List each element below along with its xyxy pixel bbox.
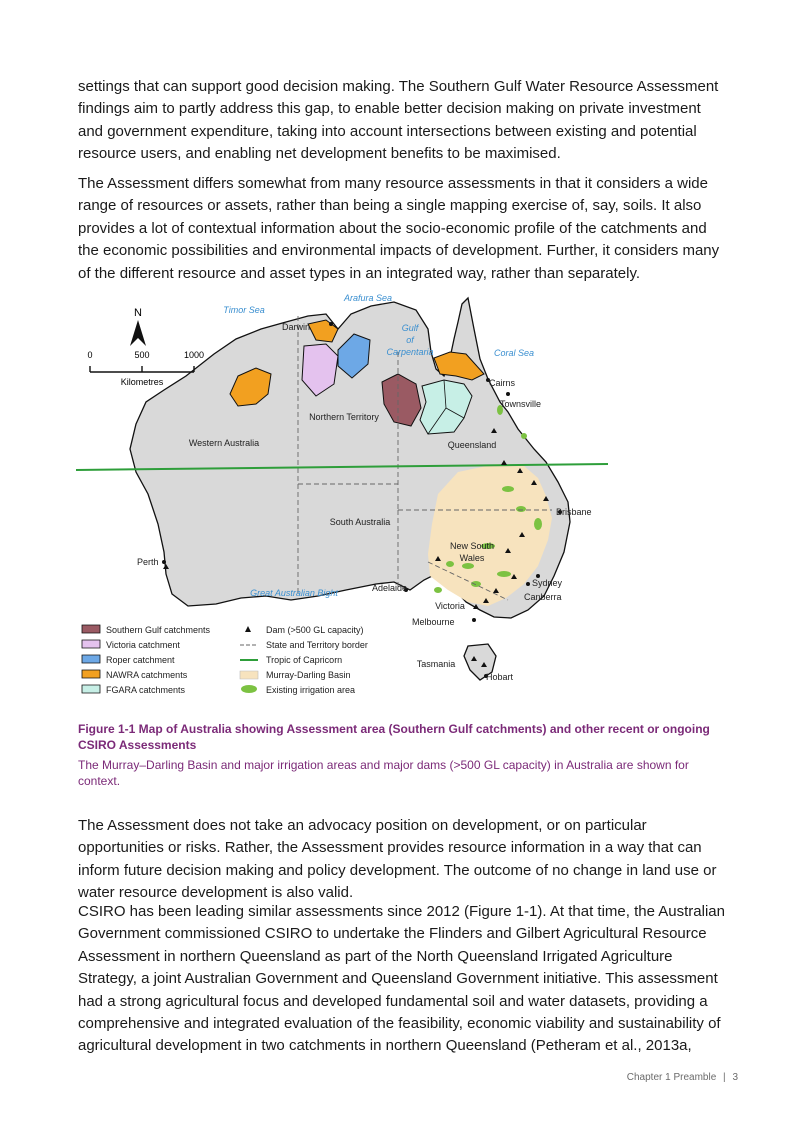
legend-nawra: NAWRA catchments [106, 670, 188, 680]
legend-swatch-southern-gulf [82, 625, 100, 633]
label-canberra: Canberra [524, 592, 562, 602]
label-south-australia: South Australia [329, 517, 391, 527]
label-coral-sea: Coral Sea [493, 348, 535, 358]
legend-swatch-nawra [82, 670, 100, 678]
legend-dam-icon [245, 626, 251, 632]
label-hobart: Hobart [486, 672, 514, 682]
footer-section: Chapter 1 Preamble [626, 1072, 717, 1083]
figure-caption-title: Figure 1-1 Map of Australia showing Assessment area (Southern Gulf catchments) and other recent or ongoing CSIRO Assessments [78, 722, 710, 752]
body-paragraph-3: The Assessment does not take an advocacy position on development, or on particular opportunities or risks. Rather, the Assessment provides resource information in a way that can inform future decision making and policy development. The outcome of no change in land use or water resource development is also valid. [78, 817, 717, 902]
label-darwin: Darwin [282, 322, 311, 332]
label-melbourne: Melbourne [412, 617, 455, 627]
legend-tropic: Tropic of Capricorn [266, 655, 343, 665]
legend-swatch-fgara [82, 685, 100, 693]
label-adelaide: Adelaide [372, 583, 408, 593]
label-gulf-1: Gulf [401, 323, 419, 333]
label-arafura-sea: Arafura Sea [343, 293, 393, 303]
label-queensland: Queensland [447, 440, 497, 450]
scale-unit: Kilometres [120, 377, 164, 387]
label-nsw-2: Wales [459, 553, 485, 563]
body-paragraph-2: The Assessment differs somewhat from many resource assessments in that it considers a wide range of resources or assets, rather than being a single mapping exercise of, say, soils. It also provides a lot of contextual information about the socio-economic profile of the catchments and the economic possibilities and environmental impacts of development. Further, it considers many of the different resource and asset types in an integrated way, rather than separately. [78, 175, 720, 282]
label-cairns: Cairns [489, 378, 516, 388]
body-paragraph-1: settings that can support good decision making. The Southern Gulf Water Resource Assessment findings aim to partly address this gap, to enable better decision making on private investment and government expenditure, taking into account intersections between existing and potential resource users, and enabling net development benefits to be maximised. [78, 78, 719, 163]
label-tasmania: Tasmania [416, 659, 456, 669]
legend-dam: Dam (>500 GL capacity) [266, 625, 364, 635]
page-number: 3 [732, 1072, 738, 1083]
page-footer [627, 1072, 738, 1083]
label-northern-territory: Northern Territory [309, 412, 379, 422]
legend-border: State and Territory border [266, 640, 368, 650]
figure-caption-note: The Murray–Darling Basin and major irrigation areas and major dams (>500 GL capacity) in Australia are shown for context. [78, 758, 689, 788]
label-brisbane: Brisbane [556, 507, 592, 517]
legend-swatch-roper [82, 655, 100, 663]
label-perth: Perth [137, 557, 159, 567]
label-western-australia: Western Australia [188, 438, 260, 448]
label-townsville: Townsville [500, 399, 542, 409]
legend-southern-gulf: Southern Gulf catchments [106, 625, 211, 635]
scale-tick-0: 0 [87, 350, 93, 360]
label-sydney: Sydney [532, 578, 563, 588]
australia-map-figure [76, 284, 616, 702]
label-nsw-1: New South [449, 541, 495, 551]
label-gulf-3: Carpentaria [386, 347, 434, 357]
legend-swatch-irrigation [241, 685, 257, 693]
footer-separator: | [723, 1072, 726, 1083]
north-arrow-icon [130, 320, 146, 346]
label-victoria: Victoria [435, 601, 465, 611]
scale-tick-500: 500 [134, 350, 150, 360]
map-legend [82, 625, 368, 695]
label-gulf-2: of [406, 335, 414, 345]
legend-swatch-mdb [240, 671, 258, 679]
label-great-australian-bight: Great Australian Bight [250, 588, 338, 598]
scale-tick-1000: 1000 [183, 350, 205, 360]
legend-mdb: Murray-Darling Basin [266, 670, 351, 680]
legend-swatch-victoria [82, 640, 100, 648]
legend-irrigation: Existing irrigation area [266, 685, 356, 695]
legend-roper: Roper catchment [106, 655, 175, 665]
legend-fgara: FGARA catchments [106, 685, 186, 695]
label-timor-sea: Timor Sea [223, 305, 265, 315]
legend-victoria: Victoria catchment [106, 640, 180, 650]
body-paragraph-4: CSIRO has been leading similar assessments since 2012 (Figure 1-1). At that time, the Australian Government commissioned CSIRO to undertake the Flinders and Gilbert Agricultural Resource Assessment in northern Queensland as part of the North Queensland Irrigated Agriculture Strategy, a joint Australian Government and Queensland Government initiative. This assessment had a strong agricultural focus and developed fundamental soil and water datasets, providing a comprehensive and integrated evaluation of the feasibility, economic viability and sustainability of agricultural development in two catchments in northern Queensland (Petheram et al., 2013a, [78, 903, 725, 1055]
compass-label: N [134, 307, 142, 319]
